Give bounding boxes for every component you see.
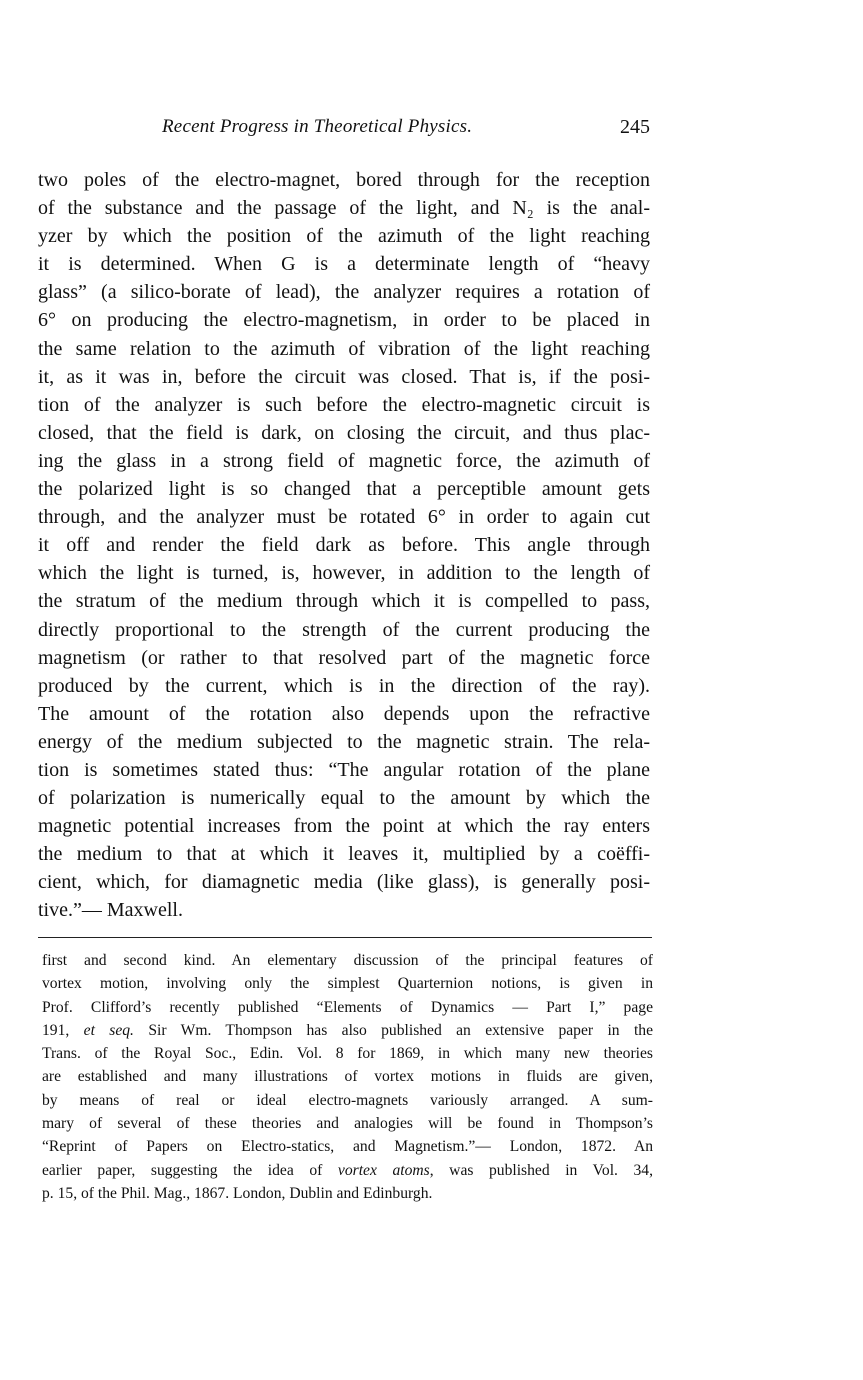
footnote-line (42, 1019, 653, 1042)
body-line: tion of the analyzer is such before the electro-magnetic circuit is (38, 393, 650, 416)
body-line: The amount of the rotation also depends upon the refractive (38, 702, 650, 725)
body-line: tion is sometimes stated thus: “The angular rotation of the plane (38, 758, 650, 781)
footnote-text: p. 15, of the Phil. Mag., 1867. London, Dublin and Edinburgh. (42, 1184, 433, 1202)
body-line: the stratum of the medium through which it is compelled to pass, (38, 590, 650, 613)
footnote-text: first and second kind. An elementary discussion of the principal features of (42, 952, 653, 969)
footnote-text: mary of several of these theories and analogies will be found in Thompson’s (42, 1115, 653, 1133)
body-line: 6° on producing the electro-magnetism, in order to be placed in (38, 309, 650, 332)
footnote-text: vortex motion, involving only the simplest Quarternion notions, is given in (42, 975, 653, 993)
body-line: through, and the analyzer must be rotated 6° in order to again cut (38, 506, 650, 529)
footnote-text: 191, (42, 1021, 84, 1039)
footnote-text: by means of real or ideal electro-magnets variously arranged. A sum- (42, 1091, 653, 1109)
footnote-text: Prof. Clifford’s recently published “Elements of Dynamics — Part I,” page (42, 998, 653, 1016)
footnote-line (42, 996, 653, 1019)
body-line: of polarization is numerically equal to the amount by which the (38, 787, 650, 810)
footnote-line (42, 1089, 653, 1112)
footnote-divider (38, 937, 652, 938)
body-line: closed, that the field is dark, on closing the circuit, and thus plac- (38, 421, 650, 444)
body-line: of the substance and the passage of the light, and N₂ is the anal- (38, 197, 650, 220)
footnote-line (42, 1182, 653, 1205)
body-line: the same relation to the azimuth of vibration of the light reaching (38, 337, 650, 360)
footnote-line (42, 1112, 653, 1135)
body-line: glass” (a silico-borate of lead), the analyzer requires a rotation of (38, 281, 650, 304)
footnote-line (42, 1159, 653, 1182)
body-line: energy of the medium subjected to the magnetic strain. The rela- (38, 730, 650, 753)
footnote-line (42, 972, 653, 995)
page-number: 245 (620, 116, 650, 138)
body-line: ing the glass in a strong field of magnetic force, the azimuth of (38, 449, 650, 472)
page-header (38, 116, 650, 146)
body-line: directly proportional to the strength of the current producing the (38, 618, 650, 641)
footnote-italic-text: et seq. (83, 1021, 134, 1039)
body-line: it off and render the field dark as before. This angle through (38, 534, 650, 557)
body-line: it is determined. When G is a determinate length of “heavy (38, 253, 650, 276)
body-text (38, 166, 650, 925)
footnote-line (42, 1042, 653, 1065)
body-line: magnetism (or rather to that resolved part of the magnetic force (38, 646, 650, 669)
footnote-italic-text: vortex atoms (337, 1161, 430, 1179)
footnote-text: earlier paper, suggesting the idea of (42, 1161, 338, 1179)
footnote-line (42, 1065, 653, 1088)
footnote (42, 949, 653, 1205)
body-line: the medium to that at which it leaves it, multiplied by a coëffi- (38, 843, 650, 866)
body-line: tive.”— Maxwell. (38, 899, 183, 922)
footnote-text: , was published in Vol. 34, (429, 1161, 653, 1179)
footnote-line (42, 949, 653, 972)
body-line: magnetic potential increases from the point at which the ray enters (38, 815, 650, 838)
body-line: which the light is turned, is, however, in addition to the length of (38, 562, 650, 585)
body-line: the polarized light is so changed that a perceptible amount gets (38, 478, 650, 501)
footnote-text: Sir Wm. Thompson has also published an extensive paper in the (133, 1021, 654, 1039)
running-head: Recent Progress in Theoretical Physics. (162, 116, 473, 137)
body-line: it, as it was in, before the circuit was closed. That is, if the posi- (38, 365, 650, 388)
body-line: produced by the current, which is in the direction of the ray). (38, 674, 650, 697)
body-line: two poles of the electro-magnet, bored through for the reception (38, 169, 650, 191)
body-line: cient, which, for diamagnetic media (like glass), is generally posi- (38, 871, 650, 894)
footnote-text: are established and many illustrations of vortex motions in fluids are given, (42, 1068, 653, 1086)
footnote-text: “Reprint of Papers on Electro-statics, and Magnetism.”— London, 1872. An (42, 1138, 653, 1156)
body-line: yzer by which the position of the azimuth of the light reaching (38, 225, 650, 248)
footnote-text: Trans. of the Royal Soc., Edin. Vol. 8 for 1869, in which many new theories (42, 1045, 653, 1063)
footnote-line (42, 1135, 653, 1158)
